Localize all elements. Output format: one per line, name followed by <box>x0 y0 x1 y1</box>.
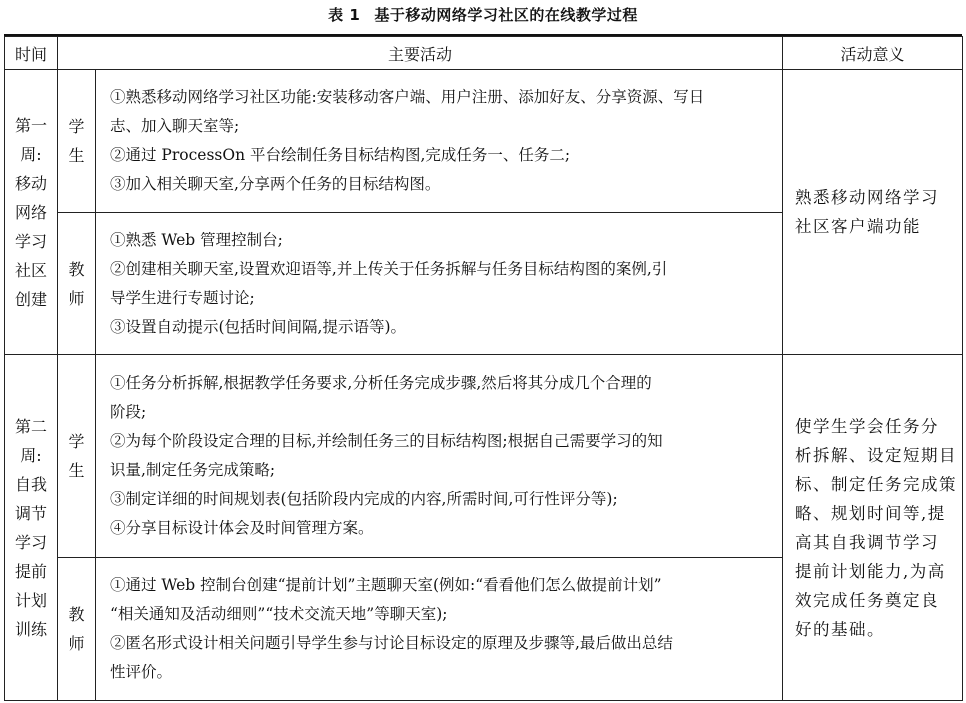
activity-line: ②创建相关聊天室,设置欢迎语等,并上传关于任务拆解与任务目标结构图的案例,引 <box>110 259 668 278</box>
activity-line: ③加入相关聊天室,分享两个任务的目标结构图。 <box>110 175 441 193</box>
role-line: 师 <box>68 288 85 308</box>
period-line: 第一 <box>14 115 47 135</box>
header-row <box>5 37 963 70</box>
activity-line: ①熟悉 Web 管理控制台; <box>110 230 283 249</box>
activity-line: “相关通知及活动细则”“技术交流天地”等聊天室); <box>110 605 448 623</box>
week2-period <box>5 355 58 701</box>
week1-role-student <box>58 70 96 213</box>
period-line: 周: <box>20 445 42 465</box>
week1-significance <box>783 70 963 355</box>
week1-period <box>5 70 58 355</box>
table-label: 表 1 <box>328 6 361 24</box>
week2-role-student <box>58 355 96 558</box>
week2-student-activities <box>96 355 783 558</box>
activity-line: ③设置自动提示(包括时间间隔,提示语等)。 <box>110 317 407 336</box>
significance-line: 高其自我调节学习 <box>795 532 940 552</box>
activity-line: ②通过 ProcessOn 平台绘制任务目标结构图,完成任务一、任务二; <box>110 146 571 164</box>
week2-teacher-activities <box>96 558 783 701</box>
period-line: 社区 <box>14 260 47 280</box>
period-line: 移动 <box>14 173 47 193</box>
week2-significance <box>783 355 963 701</box>
significance-line: 使学生学会任务分 <box>795 416 940 436</box>
activity-line: ①任务分析拆解,根据教学任务要求,分析任务完成步骤,然后将其分成几个合理的 <box>110 374 652 392</box>
significance-line: 社区客户端功能 <box>795 217 922 236</box>
role-line: 生 <box>68 146 85 165</box>
period-line: 周: <box>20 144 42 164</box>
period-line: 自我 <box>14 474 47 494</box>
activity-line: ②为每个阶段设定合理的目标,并绘制任务三的目标结构图;根据自己需要学习的知 <box>110 432 663 450</box>
period-line: 第二 <box>14 416 47 436</box>
week1-student-activities <box>96 70 783 213</box>
week1-teacher-activities <box>96 213 783 355</box>
table-title <box>0 5 966 25</box>
significance-line: 好的基础。 <box>795 619 886 639</box>
activity-line: 阶段; <box>110 403 147 421</box>
activity-line: ③制定详细的时间规划表(包括阶段内完成的内容,所需时间,可行性评分等); <box>110 490 618 508</box>
activity-line: ④分享目标设计体会及时间管理方案。 <box>110 519 374 537</box>
period-line: 学习 <box>14 532 47 552</box>
role-line: 教 <box>68 259 85 279</box>
activity-line: 识量,制定任务完成策略; <box>110 461 276 479</box>
period-line: 调节 <box>14 503 47 523</box>
significance-line: 熟悉移动网络学习 <box>795 188 940 207</box>
significance-line: 效完成任务奠定良 <box>795 590 940 610</box>
activity-line: 志、加入聊天室等; <box>110 117 240 135</box>
period-line: 创建 <box>14 289 47 309</box>
header-activities: 主要活动 <box>58 37 783 70</box>
activity-line: 性评价。 <box>110 663 173 681</box>
role-line: 教 <box>68 605 85 624</box>
role-line: 学 <box>68 117 85 136</box>
period-line: 训练 <box>14 619 47 639</box>
week2-student-row <box>5 355 963 558</box>
header-significance: 活动意义 <box>783 37 963 70</box>
period-line: 计划 <box>14 590 47 610</box>
significance-line: 析拆解、设定短期目 <box>795 445 958 465</box>
activity-line: ①通过 Web 控制台创建“提前计划”主题聊天室(例如:“看看他们怎么做提前计划” <box>110 576 662 594</box>
significance-line: 略、规划时间等,提 <box>795 503 946 523</box>
role-line: 师 <box>68 634 85 653</box>
teaching-process-table <box>4 36 963 701</box>
week2-role-teacher <box>58 558 96 701</box>
significance-line: 提前计划能力,为高 <box>795 561 946 581</box>
activity-line: ①熟悉移动网络学习社区功能:安装移动客户端、用户注册、添加好友、分享资源、写日 <box>110 88 705 106</box>
role-line: 学 <box>68 432 85 451</box>
week1-student-row <box>5 70 963 213</box>
period-line: 提前 <box>14 561 47 581</box>
header-time: 时间 <box>5 37 58 70</box>
period-line: 学习 <box>14 231 47 251</box>
significance-line: 标、制定任务完成策 <box>795 474 958 494</box>
table-caption: 基于移动网络学习社区的在线教学过程 <box>374 6 638 24</box>
activity-line: ②匿名形式设计相关问题引导学生参与讨论目标设定的原理及步骤等,最后做出总结 <box>110 634 673 652</box>
activity-line: 导学生进行专题讨论; <box>110 288 255 307</box>
period-line: 网络 <box>14 202 47 222</box>
week1-role-teacher <box>58 213 96 355</box>
role-line: 生 <box>68 461 85 480</box>
